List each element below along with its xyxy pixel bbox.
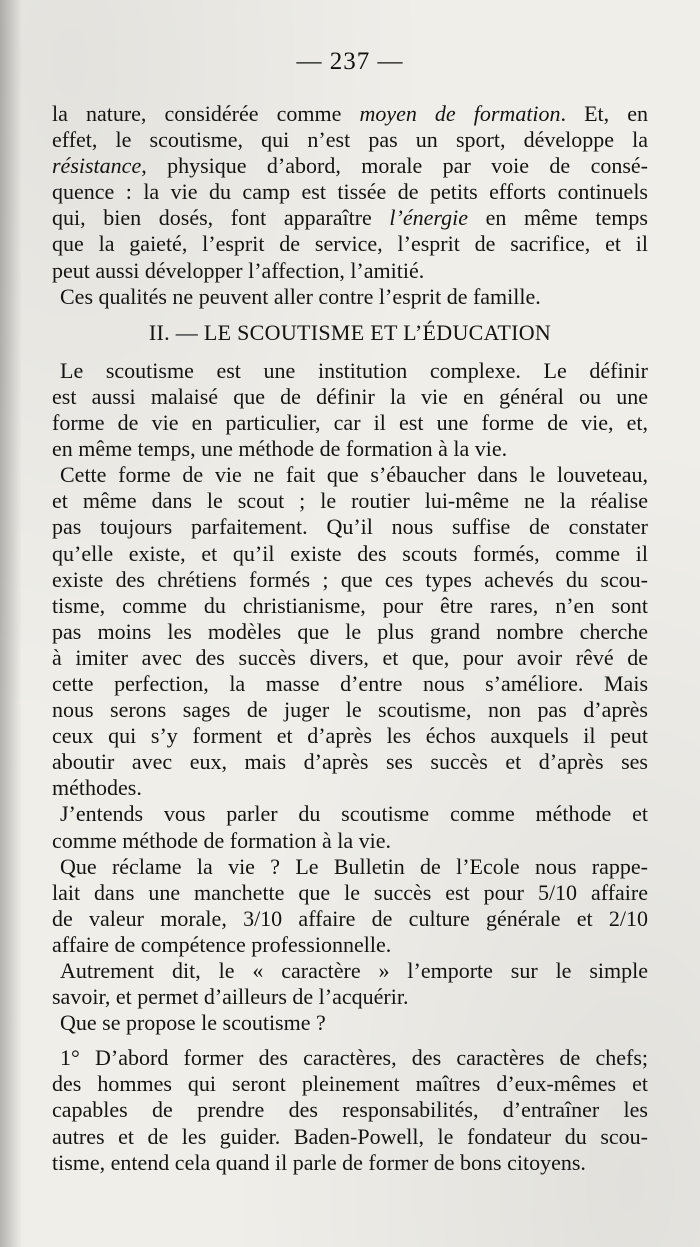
- text-line: affaire de compétence professionnelle.: [52, 931, 392, 957]
- text-line: J’entends vous parler du scoutisme comme méthode et: [60, 801, 648, 827]
- text-line: pas toujours parfaitement. Qu’il nous suffise de constater: [52, 514, 648, 540]
- text-line: qu’elle existe, et qu’il existe des scouts formés, comme il: [52, 540, 648, 566]
- text-line: nous serons sages de juger le scoutisme, non pas d’après: [52, 697, 648, 723]
- paragraph: [52, 801, 648, 853]
- paragraph: [52, 854, 648, 958]
- body-text: [52, 101, 648, 1176]
- text-line: savoir, et permet d’ailleurs de l’acquérir.: [52, 984, 409, 1010]
- text-line: et même dans le scout ; le routier lui-même ne la réalise: [52, 488, 648, 514]
- paragraph: [52, 958, 648, 1010]
- text-line: aboutir avec eux, mais d’après ses succès et d’après ses: [52, 749, 648, 775]
- text-line: effet, le scoutisme, qui n’est pas un sport, développe la: [52, 127, 648, 153]
- text-line: Ces qualités ne peuvent aller contre l’esprit de famille.: [60, 283, 541, 309]
- text-line: tisme, comme du christianisme, pour être rares, n’en sont: [52, 592, 648, 618]
- section-heading: II. — LE SCOUTISME ET L’ÉDUCATION: [148, 319, 552, 345]
- text-line: tisme, entend cela quand il parle de former de bons citoyens.: [52, 1149, 586, 1175]
- text-line: cette perfection, la masse d’entre nous s’améliore. Mais: [52, 670, 648, 696]
- paragraph: [52, 358, 648, 462]
- text-line: existe des chrétiens formés ; que ces types achevés du scou-: [52, 566, 648, 592]
- page-edge-shadow: [0, 0, 22, 1247]
- text-line: comme méthode de formation à la vie.: [52, 827, 392, 853]
- text-line: à imiter avec des succès divers, et que, pour avoir rêvé de: [52, 644, 648, 670]
- text-line: quence : la vie du camp est tissée de petits efforts continuels: [52, 179, 648, 205]
- text-line: la nature, considérée comme moyen de formation. Et, en: [52, 101, 648, 126]
- text-line: Autrement dit, le « caractère » l’emporte sur le simple: [60, 958, 648, 983]
- text-line: qui, bien dosés, font apparaître l’énergie en même temps: [52, 205, 648, 231]
- text-line: lait dans une manchette que le succès est pour 5/10 affaire: [52, 879, 648, 905]
- section-paragraphs: [52, 358, 648, 1176]
- page-number: — 237 —: [296, 48, 404, 75]
- text-line: capables de prendre des responsabilités, d’entraîner les: [52, 1097, 648, 1123]
- paragraph: [52, 1010, 648, 1036]
- text-line: méthodes.: [52, 775, 142, 801]
- text-line: pas moins les modèles que le plus grand nombre cherche: [52, 618, 648, 644]
- paragraph: [52, 1045, 648, 1175]
- text-line: des hommes qui seront pleinement maîtres d’eux-mêmes et: [52, 1071, 648, 1097]
- text-line: en même temps, une méthode de formation à la vie.: [52, 436, 508, 462]
- text-line: autres et de les guider. Baden-Powell, le fondateur du scou-: [52, 1123, 648, 1149]
- text-line: de valeur morale, 3/10 affaire de culture générale et 2/10: [52, 905, 648, 931]
- text-line: Cette forme de vie ne fait que s’ébaucher dans le louveteau,: [60, 462, 648, 488]
- text-line: que la gaieté, l’esprit de service, l’esprit de sacrifice, et il: [52, 231, 648, 257]
- text-line: peut aussi développer l’affection, l’amitié.: [52, 257, 425, 283]
- text-line: Que se propose le scoutisme ?: [60, 1010, 326, 1036]
- paragraph: [52, 462, 648, 801]
- text-line: résistance, physique d’abord, morale par voie de consé-: [52, 153, 648, 179]
- intro-paragraph: [52, 101, 648, 310]
- text-line: est aussi malaisé que de définir la vie en général ou une: [52, 383, 648, 409]
- text-line: Le scoutisme est une institution complexe. Le définir: [60, 357, 648, 383]
- text-line: 1° D’abord former des caractères, des caractères de chefs;: [60, 1045, 648, 1071]
- text-line: Que réclame la vie ? Le Bulletin de l’Ecole nous rappe-: [60, 853, 648, 879]
- text-line: forme de vie en particulier, car il est une forme de vie, et,: [52, 410, 648, 436]
- paragraph-gap: [52, 1036, 648, 1045]
- text-line: ceux qui s’y forment et d’après les échos auxquels il peut: [52, 723, 648, 749]
